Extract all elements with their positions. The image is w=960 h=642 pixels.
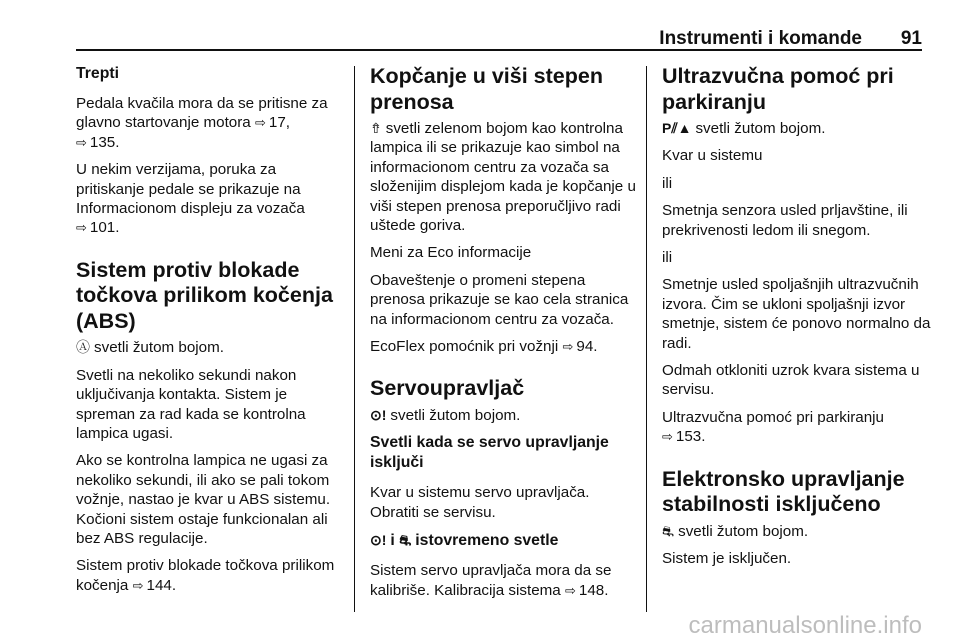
- paragraph-text: EcoFlex pomoćnik pri vožnji: [370, 338, 559, 356]
- column-2: [370, 64, 640, 608]
- paragraph: [370, 561, 640, 600]
- column-divider: [646, 66, 647, 612]
- page-reference[interactable]: ⇨ 94.: [562, 338, 597, 355]
- paragraph: [662, 119, 932, 138]
- page-title: Instrumenti i komande: [659, 28, 862, 49]
- section-heading-esc: Elektronsko upravljanje stabilnosti isključeno: [662, 466, 905, 517]
- paragraph-text: svetli zelenom bojom kao kontrolna lampica ili se prikazuje kao simbol na informacionom centru za vozača sa složenijim displejom kada je kopčanje u viši stepen prenosa preporučljivo radi uštede goriva.: [370, 120, 636, 235]
- paragraph: Meni za Eco informacije: [370, 244, 532, 262]
- paragraph: [76, 338, 346, 357]
- paragraph-text: Sistem protiv blokade točkova prilikom kočenja: [76, 557, 335, 594]
- paragraph: Smetnje usled spoljašnjih ultrazvučnih izvora. Čim se ukloni spoljašnji izvor smetnje, sistem će ponovo normalno da radi.: [662, 276, 931, 352]
- section-heading-trepti: Trepti: [76, 65, 120, 82]
- column-3: [662, 64, 932, 577]
- esc-off-icon: ⛐: [662, 522, 675, 539]
- paragraph-text: svetli žutom bojom.: [695, 120, 826, 137]
- page-reference[interactable]: ⇨ 135.: [76, 134, 119, 151]
- paragraph-text: U nekim verzijama, poruka za pritiskanje pedale se prikazuje na Informacionom displeju za vozača: [76, 161, 305, 218]
- paragraph: Smetnja senzora usled prljavštine, ili prekrivenosti ledom ili snegom.: [662, 202, 908, 239]
- paragraph: Kvar u sistemu: [662, 147, 763, 165]
- esc-off-icon: ⛐: [399, 532, 412, 549]
- watermark: carmanualsonline.info: [688, 612, 922, 639]
- paragraph-text: Sistem servo upravljača mora da se kalibriše. Kalibracija sistema: [370, 562, 612, 599]
- header-rule: [76, 49, 922, 51]
- paragraph: [662, 522, 932, 541]
- paragraph-text: svetli žutom bojom.: [390, 406, 521, 424]
- paragraph: [76, 556, 346, 595]
- page-reference[interactable]: ⇨ 144.: [133, 577, 176, 594]
- subheading: [370, 530, 640, 551]
- paragraph-text: svetli žutom bojom.: [678, 522, 809, 540]
- page-reference[interactable]: ⇨ 148.: [565, 582, 608, 599]
- paragraph-text: svetli žutom bojom.: [94, 339, 224, 357]
- section-heading-servo: Servoupravljač: [370, 376, 525, 401]
- steering-warning-icon: ⊙!: [370, 406, 387, 423]
- park-assist-icon: P⫽▲: [662, 120, 692, 136]
- paragraph: ili: [662, 174, 673, 192]
- section-heading-abs: Sistem protiv blokade točkova prilikom kočenja (ABS): [76, 257, 333, 333]
- paragraph-text: Ultrazvučna pomoć pri parkiranju: [662, 408, 884, 426]
- subheading: Svetli kada se servo upravljanje isključi: [370, 434, 609, 472]
- paragraph: Sistem je isključen.: [662, 550, 792, 568]
- abs-icon: Ⓐ: [76, 339, 90, 356]
- section-heading-park: Ultrazvučna pomoć pri parkiranju: [662, 64, 894, 114]
- column-1: [76, 64, 346, 603]
- column-divider: [354, 66, 355, 612]
- page-reference[interactable]: ⇨ 17,: [255, 114, 290, 131]
- page-reference[interactable]: ⇨ 101.: [76, 219, 119, 236]
- paragraph: [76, 94, 346, 152]
- paragraph: ili: [662, 249, 673, 267]
- paragraph: Ako se kontrolna lampica ne ugasi za nekoliko sekundi, ili ako se pali tokom vožnje, nastao je kvar u ABS sistemu. Kočioni sistem ostaje funkcionalan ali bez ABS regulacije.: [76, 452, 331, 547]
- paragraph: Svetli na nekoliko sekundi nakon uključivanja kontakta. Sistem je spreman za rad kada se kontrolna lampica ugasi.: [76, 366, 306, 442]
- paragraph-text: Pedala kvačila mora da se pritisne za glavno startovanje motora: [76, 95, 328, 132]
- page-number: 91: [900, 28, 922, 49]
- section-heading-shift: Kopčanje u viši stepen prenosa: [370, 64, 603, 114]
- page-header: [76, 22, 922, 49]
- paragraph: [370, 337, 640, 356]
- paragraph: Odmah otkloniti uzrok kvara sistema u servisu.: [662, 362, 920, 399]
- page-reference[interactable]: ⇨ 153.: [662, 428, 705, 445]
- paragraph: Obaveštenje o promeni stepena prenosa prikazuje se kao cela stranica na informacionom centru za vozača.: [370, 271, 629, 328]
- steering-warning-icon: ⊙!: [370, 532, 387, 549]
- paragraph: [662, 408, 932, 447]
- subheading-text: i: [390, 532, 395, 550]
- paragraph: [76, 160, 346, 238]
- paragraph: Kvar u sistemu servo upravljača. Obratiti se servisu.: [370, 484, 590, 521]
- paragraph: [370, 119, 640, 235]
- subheading-text: istovremeno svetle: [415, 532, 559, 550]
- paragraph: [370, 406, 640, 425]
- shift-up-icon: ⇮: [370, 120, 382, 136]
